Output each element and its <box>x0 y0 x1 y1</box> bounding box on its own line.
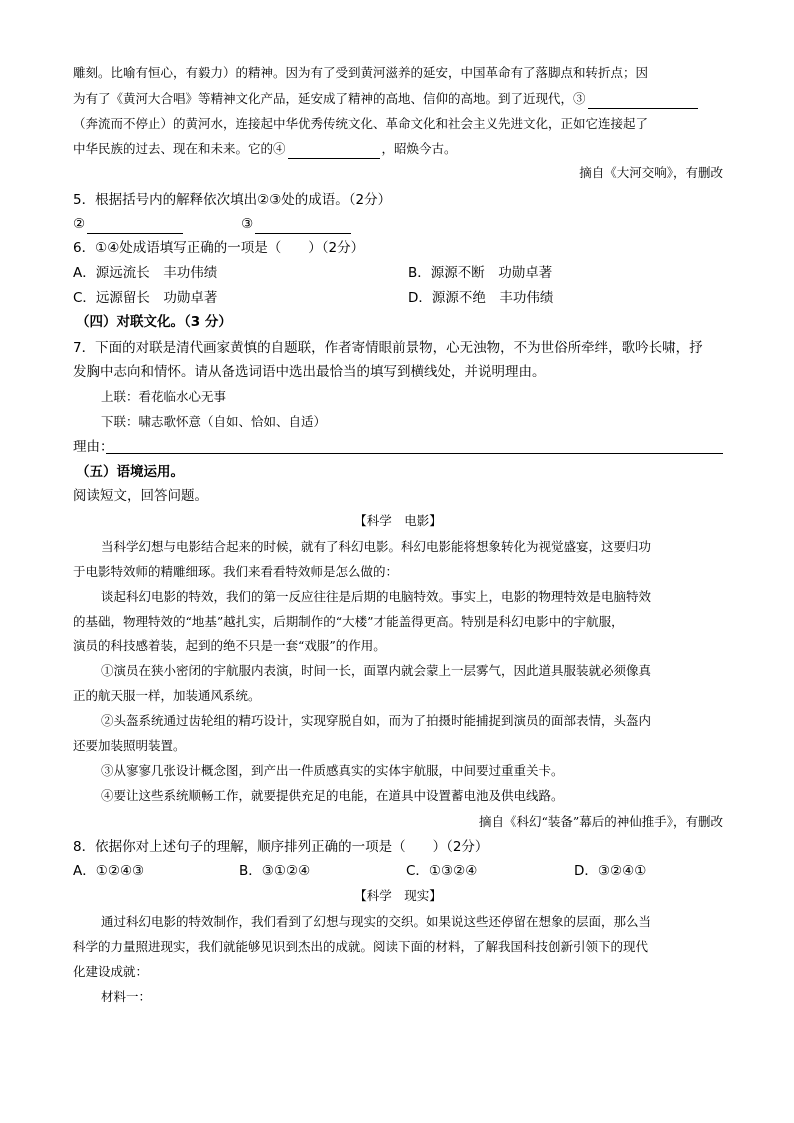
passage-line <box>73 139 723 159</box>
question-5-answers <box>73 214 723 234</box>
article-1-source: 摘自《科幻“装备”幕后的神仙推手》，有删改 <box>478 814 723 829</box>
answer-blank-4[interactable] <box>288 144 380 159</box>
option-b[interactable]: B．③①②④ <box>239 863 311 879</box>
option-b[interactable]: B．源源不断 功勋卓著 <box>408 265 553 281</box>
material-1-label: 材料一： <box>101 989 152 1004</box>
article-1-title: 【科学 电影】 <box>354 513 442 528</box>
answer-blank-q5-3[interactable] <box>255 219 351 234</box>
passage-line: 雕刻。比喻有恒心，有毅力）的精神。因为有了受到黄河滋养的延安，中国革命有了落脚点和转折点；因 <box>73 65 649 80</box>
article-text: 演员的科技感着装，起到的绝不只是一套“戏服”的作用。 <box>73 638 386 653</box>
passage-text: 为有了《黄河大合唱》等精神文化产品，延安成了精神的高地、信仰的高地。到了近现代，③ <box>73 91 586 106</box>
question-7-text: 发胸中志向和情怀。请从备选词语中选出最恰当的填写到横线处，并说明理由。 <box>73 364 546 380</box>
reading-instruction: 阅读短文，回答问题。 <box>73 488 208 504</box>
option-a[interactable]: A．①②④③ <box>73 863 145 879</box>
question-7-text: 7．下面的对联是清代画家黄慎的自题联，作者寄情眼前景物，心无浊物，不为世俗所牵绊，歌吟长啸，抒 <box>73 340 703 356</box>
answer-blank-3[interactable] <box>588 94 698 109</box>
article-text: 于电影特效师的精雕细琢。我们来看看特效师是怎么做的： <box>73 564 399 579</box>
couplet-upper: 上联：看花临水心无事 <box>101 389 227 404</box>
passage-source: 摘自《大河交响》，有删改 <box>579 165 723 180</box>
passage-text: ，昭焕今古。 <box>381 141 457 156</box>
option-d[interactable]: D．③②④① <box>574 863 647 879</box>
article-2-text: 通过科幻电影的特效制作，我们看到了幻想与现实的交织。如果说这些还停留在想象的层面，那么当 <box>101 914 652 929</box>
question-6-stem: 6．①④处成语填写正确的一项是（ ）（2分） <box>73 240 365 256</box>
article-text: 的基础，物理特效的“地基”越扎实，后期制作的“大楼”才能盖得更高。特别是科幻电影中的宇航服， <box>73 614 624 629</box>
sentence-1: ①演员在狭小密闭的宇航服内表演，时间一长，面罩内就会蒙上一层雾气，因此道具服装就必须像真 <box>101 663 652 678</box>
article-text: 谈起科幻电影的特效，我们的第一反应往往是后期的电脑特效。事实上，电影的物理特效是电脑特效 <box>101 589 652 604</box>
article-2-text: 化建设成就： <box>73 964 149 979</box>
sentence-2: ②头盔系统通过齿轮组的精巧设计，实现穿脱自如，而为了拍摄时能捕捉到演员的面部表情，头盔内 <box>101 713 652 728</box>
section-4-heading: （四）对联文化。（3 分） <box>76 314 232 330</box>
passage-line <box>73 89 723 109</box>
passage-text: 中华民族的过去、现在和未来。它的④ <box>73 141 286 156</box>
sentence-1-cont: 正的航天服一样，加装通风系统。 <box>73 688 261 703</box>
reason-label: 理由： <box>73 439 114 455</box>
option-a[interactable]: A．源远流长 丰功伟绩 <box>73 265 218 281</box>
article-2-title: 【科学 现实】 <box>354 888 442 903</box>
blank-2-label: ② <box>73 216 86 232</box>
question-8-stem: 8．依据你对上述句子的理解，顺序排列正确的一项是（ ）（2分） <box>73 839 489 855</box>
sentence-2-cont: 还要加装照明装置。 <box>73 738 186 753</box>
option-c[interactable]: C．远源留长 功勋卓著 <box>73 290 218 306</box>
section-5-heading: （五）语境运用。 <box>76 464 184 480</box>
couplet-lower: 下联：啸志歌怀意（自如、恰如、自适） <box>101 414 327 429</box>
passage-line: （奔流而不停止）的黄河水，连接起中华优秀传统文化、革命文化和社会主义先进文化，正如它连接起了 <box>73 116 649 131</box>
option-c[interactable]: C．①③②④ <box>406 863 478 879</box>
question-5-stem: 5．根据括号内的解释依次填出②③处的成语。（2分） <box>73 192 392 208</box>
sentence-3: ③从寥寥几张设计概念图，到产出一件质感真实的实体宇航服，中间要过重重关卡。 <box>101 763 564 778</box>
reason-answer-line[interactable] <box>106 453 723 454</box>
sentence-4: ④要让这些系统顺畅工作，就要提供充足的电能，在道具中设置蓄电池及供电线路。 <box>101 788 564 803</box>
answer-blank-q5-2[interactable] <box>87 219 183 234</box>
option-d[interactable]: D．源源不绝 丰功伟绩 <box>408 290 554 306</box>
blank-3-label: ③ <box>241 216 254 232</box>
article-text: 当科学幻想与电影结合起来的时候，就有了科幻电影。科幻电影能将想象转化为视觉盛宴，这要归功 <box>101 539 652 554</box>
article-2-text: 科学的力量照进现实，我们就能够见识到杰出的成就。阅读下面的材料，了解我国科技创新引领下的现代 <box>73 939 649 954</box>
